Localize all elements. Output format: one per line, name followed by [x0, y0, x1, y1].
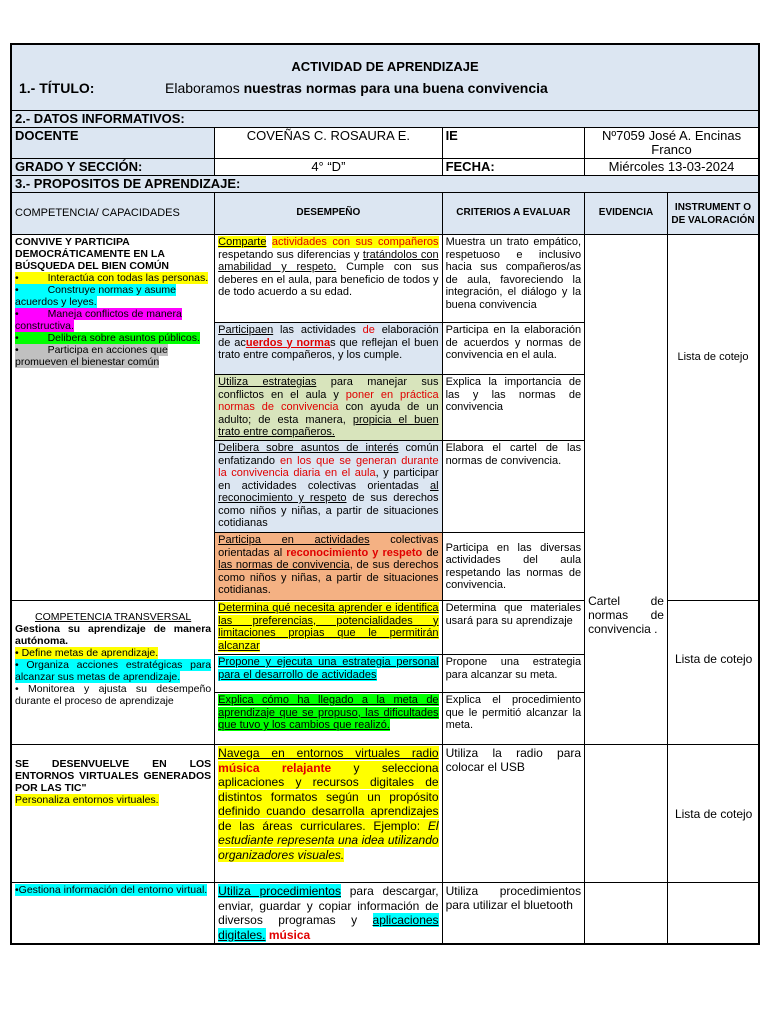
desempeno-7: Propone y ejecuta una estrategia personal para el desarrollo de actividades: [215, 655, 442, 693]
desempeno-8: Explica cómo ha llegado a la meta de aprendizaje que se propuso, las dificultades que tuvo y los cambios que realizó.: [215, 693, 442, 745]
activity-document: [10, 43, 760, 945]
docente-label: DOCENTE: [12, 128, 215, 159]
criterio-6: Determina que materiales usará para su aprendizaje: [442, 601, 585, 655]
criterio-4: Elabora el cartel de las normas de convivencia.: [442, 441, 585, 533]
titulo-label: 1.- TÍTULO:: [19, 79, 95, 96]
comp2-cap3: • Monitorea y ajusta su desempeño durante el proceso de aprendizaje: [15, 683, 212, 707]
criterio-10: Utiliza procedimientos para utilizar el bluetooth: [442, 883, 585, 944]
col-competencia: COMPETENCIA/ CAPACIDADES: [12, 193, 215, 235]
activity-table: [11, 44, 759, 944]
criterio-5: Participa en las diversas actividades del aula respetando las normas de convivencia.: [442, 533, 585, 601]
desempeno-1: Comparte actividades con sus compañeros respetando sus diferencias y tratándolos con amabilidad y respeto. Cumple con sus deberes en el aula, para beneficio de todos y de todo acuerdo a su edad.: [215, 235, 442, 323]
instrumento-3: Lista de cotejo: [667, 745, 758, 883]
title-row: [12, 45, 759, 111]
comp2-cap1: • Define metas de aprendizaje.: [15, 647, 159, 659]
grado-label: GRADO Y SECCIÓN:: [12, 159, 215, 176]
col-criterios: CRITERIOS A EVALUAR: [442, 193, 585, 235]
ie-label: IE: [442, 128, 585, 159]
criterio-1: Muestra un trato empático, respetuoso e inclusivo hacia sus compañeros/as de aula, favoreciendo la integración, el diálogo y la buena convivencia: [442, 235, 585, 323]
comp2-cap2: • Organiza acciones estratégicas para alcanzar sus metas de aprendizaje.: [15, 659, 212, 683]
desempeno-4: Delibera sobre asuntos de interés común enfatizando en los que se generan durante la convivencia diaria en el aula, y participar en actividades colectivas orientadas al reconocimiento y respeto de sus derechos como niños y niñas, a partir de situaciones cotidianas: [215, 441, 442, 533]
comp3-cell: [12, 745, 215, 883]
comp1-title: CONVIVE Y PARTICIPA DEMOCRÁTICAMENTE EN LA BÚSQUEDA DEL BIEN COMÚN: [15, 236, 170, 272]
fecha-value: Miércoles 13-03-2024: [585, 159, 759, 176]
instrumento-1: Lista de cotejo: [667, 235, 758, 601]
desempeno-5: Participa en actividades colectivas orientadas al reconocimiento y respeto de las normas de convivencia, de sus derechos como niños y niñas, a partir de situaciones cotidianas.: [215, 533, 442, 601]
fecha-label: FECHA:: [442, 159, 585, 176]
comp1-cap2: • Construye normas y asume acuerdos y leyes.: [15, 284, 176, 308]
desempeno-9: Navega en entornos virtuales radio música relajante y selecciona aplicaciones y recursos digitales de distintos formatos según un propósito definido cuando desarrolla aprendizajes de las áreas curriculares. Ejemplo: El estudiante representa una idea utilizando organizadores visuales.: [215, 745, 442, 883]
desempeno-6: Determina qué necesita aprender e identifica las preferencias, potencialidades y limitaciones propias que le permitirán alcanzar: [215, 601, 442, 655]
desempeno-10: Utiliza procedimientos para descargar, enviar, guardar y copiar información de diversos programas y aplicaciones digitales. música: [215, 883, 442, 944]
criterio-8: Explica el procedimiento que le permitió alcanzar la meta.: [442, 693, 585, 745]
comp2-subtitle: Gestiona su aprendizaje de manera autónoma.: [15, 623, 212, 647]
criterio-2: Participa en la elaboración de acuerdos y normas de convivencia en el aula.: [442, 323, 585, 375]
evidencia-4: [585, 883, 668, 944]
titulo-text: [165, 79, 548, 96]
col-desempeno: DESEMPEÑO: [215, 193, 442, 235]
criterio-3: Explica la importancia de las y las normas de convivencia: [442, 375, 585, 441]
criterio-9: Utiliza la radio para colocar el USB: [442, 745, 585, 883]
comp2-cell: [12, 601, 215, 745]
datos-section: 2.- DATOS INFORMATIVOS:: [12, 111, 759, 128]
docente-value: COVEÑAS C. ROSAURA E.: [215, 128, 442, 159]
comp1-cap1: • Interactúa con todas las personas.: [15, 272, 209, 284]
col-instrumento: INSTRUMENT O DE VALORACIÓN: [667, 193, 758, 235]
comp1-cap3: • Maneja conflictos de manera constructiva.: [15, 308, 182, 332]
comp2-title: COMPETENCIA TRANSVERSAL: [34, 611, 192, 623]
desempeno-3: Utiliza estrategias para manejar sus conflictos en el aula y poner en práctica normas de convivencia con ayuda de un adulto; de esta manera, propicia el buen trato entre compañeros.: [215, 375, 442, 441]
comp3-cap: Personaliza entornos virtuales.: [15, 794, 159, 806]
comp3-title: SE DESENVUELVE EN LOS ENTORNOS VIRTUALES GENERADOS POR LAS TIC": [15, 758, 212, 794]
criterio-7: Propone una estrategia para alcanzar su meta.: [442, 655, 585, 693]
desempeno-2: Participaen las actividades de elaboración de acuerdos y normas que reflejan el buen trato entre compañeros, y los cumple.: [215, 323, 442, 375]
propositos-section: 3.- PROPOSITOS DE APRENDIZAJE:: [12, 176, 759, 193]
evidencia-3: [585, 745, 668, 883]
instrumento-2: Lista de cotejo: [667, 601, 758, 745]
comp1-cap5: • Participa en acciones que promueven el bienestar común: [15, 344, 168, 368]
col-evidencia: EVIDENCIA: [585, 193, 668, 235]
instrumento-4: [667, 883, 758, 944]
grado-value: 4° “D”: [215, 159, 442, 176]
titulo-bold: nuestras normas para una buena convivencia: [243, 79, 548, 96]
comp1-cell: [12, 235, 215, 601]
ie-value: Nº7059 José A. Encinas Franco: [585, 128, 759, 159]
comp1-cap4: • Delibera sobre asuntos públicos.: [15, 332, 200, 344]
titulo-pre: Elaboramos: [165, 79, 244, 96]
comp4-cell: •Gestiona información del entorno virtual.: [12, 883, 215, 944]
evidencia-cell: Cartel de normas de convivencia .: [585, 235, 668, 745]
activity-title: ACTIVIDAD DE APRENDIZAJE: [291, 59, 479, 74]
